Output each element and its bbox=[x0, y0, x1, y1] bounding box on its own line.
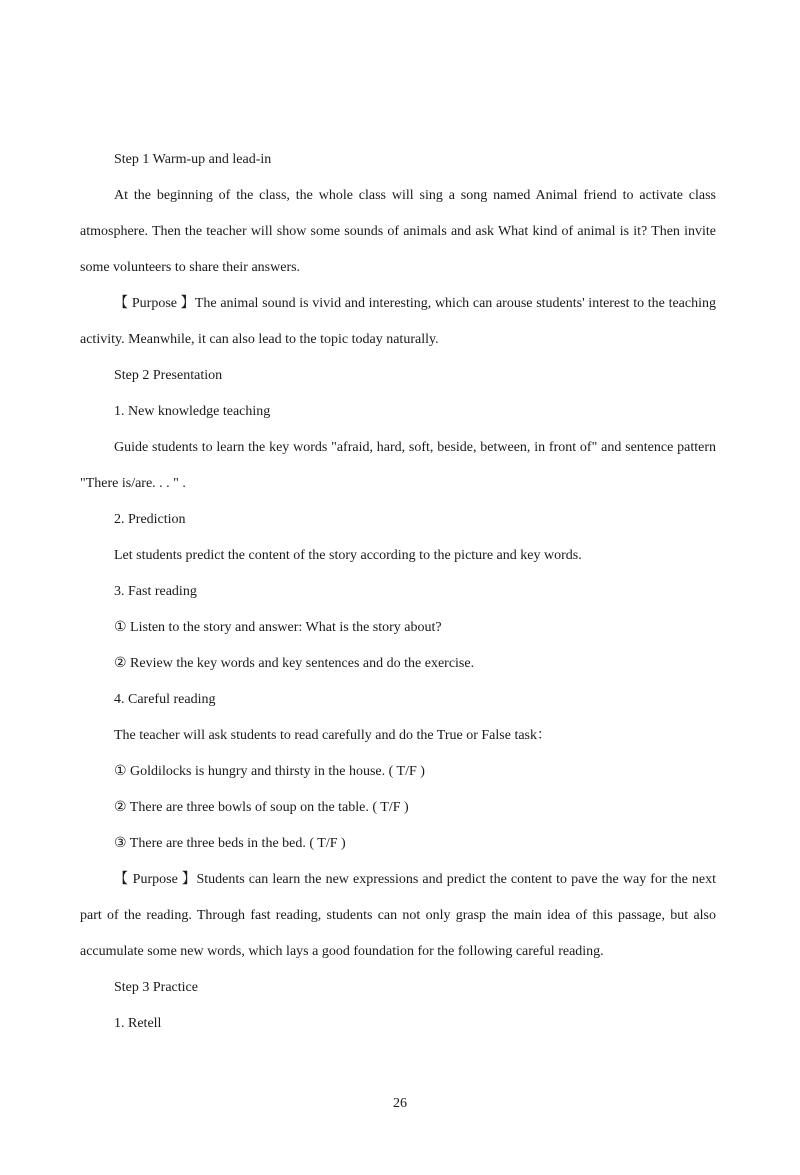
item4-sub2: ② There are three bowls of soup on the table. ( T/F ) bbox=[114, 800, 409, 815]
purpose-paragraph-2: 【 Purpose 】Students can learn the new expressions and predict the content to pave the way for the next part of the reading. Through fast reading, students can not only grasp the main idea of this passage, but also accumulate some new words, which lays a good foundation for the following careful reading. bbox=[80, 872, 716, 959]
step1-heading: Step 1 Warm-up and lead-in bbox=[114, 152, 272, 167]
item4-text: The teacher will ask students to read carefully and do the True or False task： bbox=[114, 728, 551, 743]
item1-paragraph: Guide students to learn the key words "afraid, hard, soft, beside, between, in front of" and sentence pattern "There is/are. . . " . bbox=[80, 440, 716, 491]
step1-paragraph: At the beginning of the class, the whole class will sing a song named Animal friend to activate class atmosphere. Then the teacher will show some sounds of animals and ask What kind of animal is it? Then invite some volunteers to share their answers. bbox=[80, 188, 716, 275]
document-body bbox=[80, 142, 716, 1042]
item3-sub1: ① Listen to the story and answer: What is the story about? bbox=[114, 620, 442, 635]
step3-heading: Step 3 Practice bbox=[114, 980, 198, 995]
page-number: 26 bbox=[393, 1096, 407, 1111]
item2-heading: 2. Prediction bbox=[114, 512, 186, 527]
item2-text: Let students predict the content of the story according to the picture and key words. bbox=[114, 548, 582, 563]
item4-heading: 4. Careful reading bbox=[114, 692, 216, 707]
step2-heading: Step 2 Presentation bbox=[114, 368, 223, 383]
item3-sub2: ② Review the key words and key sentences and do the exercise. bbox=[114, 656, 475, 671]
item4-sub1: ① Goldilocks is hungry and thirsty in the house. ( T/F ) bbox=[114, 764, 425, 779]
item1-heading: 1. New knowledge teaching bbox=[114, 404, 271, 419]
item3-heading: 3. Fast reading bbox=[114, 584, 197, 599]
item4-sub3: ③ There are three beds in the bed. ( T/F ) bbox=[114, 836, 346, 851]
purpose-paragraph-1: 【 Purpose 】The animal sound is vivid and interesting, which can arouse students' interest to the teaching activity. Meanwhile, it can also lead to the topic today naturally. bbox=[80, 296, 716, 347]
step3-item1: 1. Retell bbox=[114, 1016, 162, 1031]
